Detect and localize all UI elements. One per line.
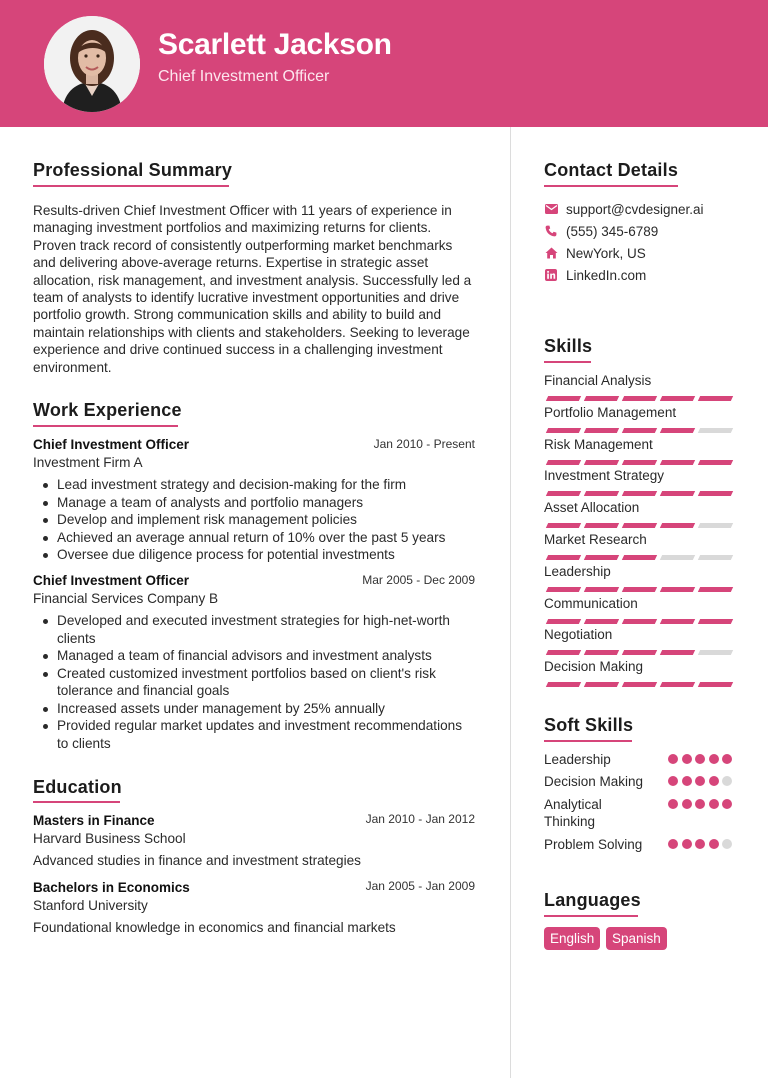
skill-item — [544, 659, 734, 688]
skill-level-segment — [698, 396, 733, 401]
contact-underline — [544, 185, 678, 187]
rating-dot — [722, 799, 732, 809]
job-title: Chief Investment Officer — [33, 573, 190, 588]
skill-level-segment — [546, 650, 581, 655]
skill-item — [544, 500, 734, 529]
skill-name: Risk Management — [544, 437, 653, 452]
skill-level-bar — [544, 523, 734, 529]
rating-dot — [709, 776, 719, 786]
rating-dot — [722, 839, 732, 849]
school-name: Stanford University — [33, 898, 148, 913]
skill-level-segment — [584, 428, 619, 433]
skill-level-segment — [698, 491, 733, 496]
skill-item — [544, 373, 734, 402]
skill-level-segment — [622, 555, 657, 560]
education-underline — [33, 801, 120, 803]
skill-level-bar — [544, 460, 734, 466]
list-item: Provided regular market updates and investment recommendations to clients — [57, 717, 477, 752]
contact-location — [544, 244, 646, 262]
list-item: Managed a team of financial advisors and investment analysts — [57, 647, 477, 665]
skill-level-bar — [544, 555, 734, 561]
experience-underline — [33, 425, 178, 427]
avatar-icon — [44, 16, 140, 112]
contact-linkedin[interactable] — [544, 266, 646, 284]
language-tag-spanish: Spanish — [606, 927, 667, 950]
skill-level-segment — [546, 555, 581, 560]
skill-level-segment — [698, 428, 733, 433]
skill-level-segment — [698, 682, 733, 687]
skill-level-segment — [546, 523, 581, 528]
skill-level-segment — [660, 460, 695, 465]
skill-item — [544, 405, 734, 434]
skill-level-segment — [698, 555, 733, 560]
skill-level-segment — [622, 619, 657, 624]
job-bullets — [57, 476, 477, 564]
skill-item — [544, 564, 734, 593]
degree-date: Jan 2010 - Jan 2012 — [365, 812, 475, 826]
skill-level-segment — [660, 396, 695, 401]
rating-dot — [709, 799, 719, 809]
skill-level-bar — [544, 396, 734, 402]
soft-skill-name: Decision Making — [544, 774, 644, 789]
list-item: Manage a team of analysts and portfolio managers — [57, 494, 477, 512]
language-tag-english: English — [544, 927, 600, 950]
skill-level-segment — [660, 619, 695, 624]
languages-heading: Languages — [544, 890, 641, 910]
rating-dot — [668, 799, 678, 809]
soft-skill-rating — [668, 799, 736, 809]
list-item: Lead investment strategy and decision-making for the firm — [57, 476, 477, 494]
skill-level-segment — [546, 460, 581, 465]
phone-icon — [544, 224, 558, 238]
rating-dot — [695, 799, 705, 809]
job-date: Mar 2005 - Dec 2009 — [362, 573, 475, 587]
skill-level-segment — [622, 682, 657, 687]
skill-level-segment — [584, 523, 619, 528]
summary-heading: Professional Summary — [33, 160, 233, 180]
skill-level-segment — [622, 650, 657, 655]
skill-level-bar — [544, 587, 734, 593]
rating-dot — [668, 839, 678, 849]
skill-level-bar — [544, 428, 734, 434]
skill-name: Market Research — [544, 532, 647, 547]
skill-level-segment — [622, 460, 657, 465]
skill-level-segment — [584, 460, 619, 465]
rating-dot — [682, 776, 692, 786]
skill-level-segment — [546, 587, 581, 592]
skill-level-segment — [698, 619, 733, 624]
skill-level-segment — [546, 682, 581, 687]
soft-skill-rating — [668, 754, 736, 764]
soft-skill-name: Problem Solving — [544, 837, 643, 852]
rating-dot — [668, 776, 678, 786]
skill-name: Leadership — [544, 564, 611, 579]
experience-heading: Work Experience — [33, 400, 182, 420]
skill-name: Decision Making — [544, 659, 644, 674]
soft-skills-heading: Soft Skills — [544, 715, 634, 735]
skill-item — [544, 532, 734, 561]
job-company: Investment Firm A — [33, 455, 143, 470]
profile-photo — [44, 16, 140, 112]
summary-text: Results-driven Chief Investment Officer with 11 years of experience in managing investment portfolios and maximizing returns for clients. Proven track record of consistently outperforming market benchmarks and delivering above-average returns. Expertise in strategic asset allocation, risk management, and investment analysis. Successfully led a team of analysts to identify lucrative investment opportunities and drive portfolio growth. Strong communication skills and ability to build and maintain relationships with clients and stakeholders. Seeking to leverage experience and drive continued success in a challenging investment environment. — [33, 203, 472, 375]
list-item: Developed and executed investment strategies for high-net-worth clients — [57, 612, 477, 647]
skill-level-segment — [698, 650, 733, 655]
rating-dot — [682, 754, 692, 764]
degree-title: Bachelors in Economics — [33, 880, 190, 895]
soft-skill-rating — [668, 839, 736, 849]
contact-heading: Contact Details — [544, 160, 679, 180]
skill-item — [544, 596, 734, 625]
skill-name: Communication — [544, 596, 638, 611]
skill-level-segment — [584, 491, 619, 496]
rating-dot — [722, 754, 732, 764]
skill-level-segment — [584, 682, 619, 687]
skill-level-segment — [698, 587, 733, 592]
skill-level-segment — [546, 619, 581, 624]
rating-dot — [695, 839, 705, 849]
skill-level-bar — [544, 650, 734, 656]
skills-heading: Skills — [544, 336, 593, 356]
skill-level-segment — [584, 587, 619, 592]
degree-description: Advanced studies in finance and investment strategies — [33, 853, 361, 868]
soft-skills-underline — [544, 740, 632, 742]
skill-level-segment — [660, 428, 695, 433]
soft-skill-rating — [668, 776, 736, 786]
list-item: Created customized investment portfolios based on client's risk tolerance and financial goals — [57, 665, 477, 700]
skill-level-segment — [660, 523, 695, 528]
contact-linkedin-text: LinkedIn.com — [566, 267, 647, 283]
skill-item — [544, 468, 734, 497]
skill-level-segment — [622, 523, 657, 528]
email-icon — [544, 202, 558, 216]
languages-underline — [544, 915, 638, 917]
skill-level-segment — [546, 396, 581, 401]
skill-level-segment — [584, 396, 619, 401]
list-item: Achieved an average annual return of 10% over the past 5 years — [57, 529, 477, 547]
skill-name: Asset Allocation — [544, 500, 640, 515]
skill-item — [544, 437, 734, 466]
linkedin-icon — [544, 268, 558, 282]
skill-level-segment — [660, 650, 695, 655]
contact-email-text: support@cvdesigner.ai — [566, 201, 704, 217]
rating-dot — [722, 776, 732, 786]
skill-level-segment — [660, 587, 695, 592]
skill-level-segment — [622, 587, 657, 592]
header-banner — [0, 0, 768, 127]
soft-skill-name: Leadership — [544, 752, 611, 767]
job-title: Chief Investment Officer — [33, 437, 190, 452]
candidate-title: Chief Investment Officer — [158, 68, 330, 85]
column-divider — [510, 127, 511, 1078]
soft-skill-name: Analytical Thinking — [544, 797, 602, 829]
contact-location-text: NewYork, US — [566, 245, 646, 261]
school-name: Harvard Business School — [33, 831, 186, 846]
skill-level-segment — [622, 428, 657, 433]
skill-level-bar — [544, 491, 734, 497]
job-bullets — [57, 612, 477, 752]
contact-email[interactable] — [544, 200, 704, 218]
rating-dot — [709, 839, 719, 849]
degree-description: Foundational knowledge in economics and financial markets — [33, 920, 396, 935]
skill-level-segment — [584, 619, 619, 624]
skill-level-segment — [660, 491, 695, 496]
skill-name: Negotiation — [544, 627, 613, 642]
skill-level-segment — [546, 491, 581, 496]
rating-dot — [682, 799, 692, 809]
skill-level-bar — [544, 682, 734, 688]
summary-underline — [33, 185, 229, 187]
contact-phone-text: (555) 345-6789 — [566, 223, 659, 239]
skill-name: Financial Analysis — [544, 373, 652, 388]
skill-level-segment — [660, 682, 695, 687]
list-item: Develop and implement risk management policies — [57, 511, 477, 529]
skill-level-segment — [622, 491, 657, 496]
degree-date: Jan 2005 - Jan 2009 — [365, 879, 475, 893]
rating-dot — [709, 754, 719, 764]
rating-dot — [668, 754, 678, 764]
education-heading: Education — [33, 777, 122, 797]
rating-dot — [695, 754, 705, 764]
skill-level-segment — [622, 396, 657, 401]
skill-level-segment — [584, 650, 619, 655]
home-icon — [544, 246, 558, 260]
skill-level-segment — [698, 523, 733, 528]
skill-level-bar — [544, 619, 734, 625]
contact-phone[interactable] — [544, 222, 658, 240]
job-company: Financial Services Company B — [33, 591, 219, 606]
rating-dot — [695, 776, 705, 786]
skill-level-segment — [546, 428, 581, 433]
degree-title: Masters in Finance — [33, 813, 155, 828]
candidate-name: Scarlett Jackson — [158, 28, 392, 61]
skills-underline — [544, 361, 591, 363]
skill-name: Investment Strategy — [544, 468, 665, 483]
skill-item — [544, 627, 734, 656]
skill-level-segment — [698, 460, 733, 465]
skill-level-segment — [660, 555, 695, 560]
list-item: Oversee due diligence process for potential investments — [57, 546, 477, 564]
job-date: Jan 2010 - Present — [373, 437, 475, 451]
skill-name: Portfolio Management — [544, 405, 677, 420]
skill-level-segment — [584, 555, 619, 560]
list-item: Increased assets under management by 25% annually — [57, 700, 477, 718]
rating-dot — [682, 839, 692, 849]
